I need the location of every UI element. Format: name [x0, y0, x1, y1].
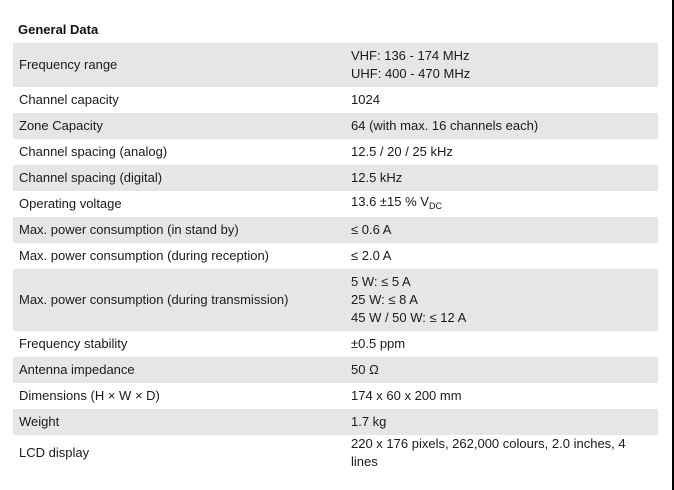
row-value — [335, 435, 658, 471]
row-value — [335, 383, 658, 409]
value-line: 5 W: ≤ 5 A — [351, 274, 411, 289]
row-value — [335, 87, 658, 113]
row-label: Antenna impedance — [13, 357, 335, 383]
value-main: 13.6 ±15 % V — [351, 194, 429, 209]
row-label: Max. power consumption (in stand by) — [13, 217, 335, 243]
spec-table — [13, 43, 658, 471]
value-line: ±0.5 ppm — [351, 336, 406, 351]
row-label: Weight — [13, 409, 335, 435]
row-value — [335, 139, 658, 165]
table-row — [13, 409, 658, 435]
row-value — [335, 357, 658, 383]
value-line: 1024 — [351, 92, 380, 107]
section-title: General Data — [18, 22, 99, 37]
table-row — [13, 165, 658, 191]
row-label: Channel spacing (digital) — [13, 165, 335, 191]
row-label: LCD display — [19, 445, 90, 460]
table-row — [13, 269, 658, 331]
row-value — [335, 331, 658, 357]
table-row — [13, 383, 658, 409]
value-line: 25 W: ≤ 8 A — [351, 292, 418, 307]
value-line: 12.5 kHz — [351, 170, 403, 185]
value-line: 1.7 kg — [351, 414, 387, 429]
value-line: 50 Ω — [351, 362, 379, 377]
row-value — [335, 409, 658, 435]
row-label: Channel spacing (analog) — [19, 144, 168, 159]
row-value — [335, 43, 658, 87]
row-label: Operating voltage — [19, 196, 122, 211]
row-value — [335, 217, 658, 243]
table-row — [13, 43, 658, 87]
table-row — [13, 113, 658, 139]
row-label: Frequency stability — [19, 336, 128, 351]
row-label: Frequency range — [13, 43, 335, 87]
value-line: VHF: 136 - 174 MHz — [351, 48, 470, 63]
table-row — [13, 217, 658, 243]
table-row — [13, 139, 658, 165]
row-value — [335, 165, 658, 191]
value-line: 12.5 / 20 / 25 kHz — [351, 144, 453, 159]
value-line: 174 x 60 x 200 mm — [351, 388, 462, 403]
table-row — [13, 331, 658, 357]
value-line: ≤ 2.0 A — [351, 248, 392, 263]
table-row — [13, 357, 658, 383]
value-line: UHF: 400 - 470 MHz — [351, 66, 471, 81]
row-label: Channel capacity — [19, 92, 119, 107]
table-row — [13, 435, 658, 471]
row-value — [335, 113, 658, 139]
row-label: Dimensions (H × W × D) — [19, 388, 160, 403]
value-line: 45 W / 50 W: ≤ 12 A — [351, 310, 467, 325]
value-line: 64 (with max. 16 channels each) — [351, 118, 539, 133]
row-label: Zone Capacity — [13, 113, 335, 139]
row-value — [335, 269, 658, 331]
row-label: Max. power consumption (during transmission) — [13, 269, 335, 331]
value-line: ≤ 0.6 A — [351, 222, 392, 237]
value-subscript: DC — [428, 201, 442, 211]
row-label: Max. power consumption (during reception) — [19, 248, 270, 263]
table-row — [13, 87, 658, 113]
table-row — [13, 243, 658, 269]
table-row — [13, 191, 658, 217]
row-value — [335, 191, 658, 217]
value-line: 220 x 176 pixels, 262,000 colours, 2.0 inches, 4 lines — [351, 436, 626, 469]
row-value — [335, 243, 658, 269]
